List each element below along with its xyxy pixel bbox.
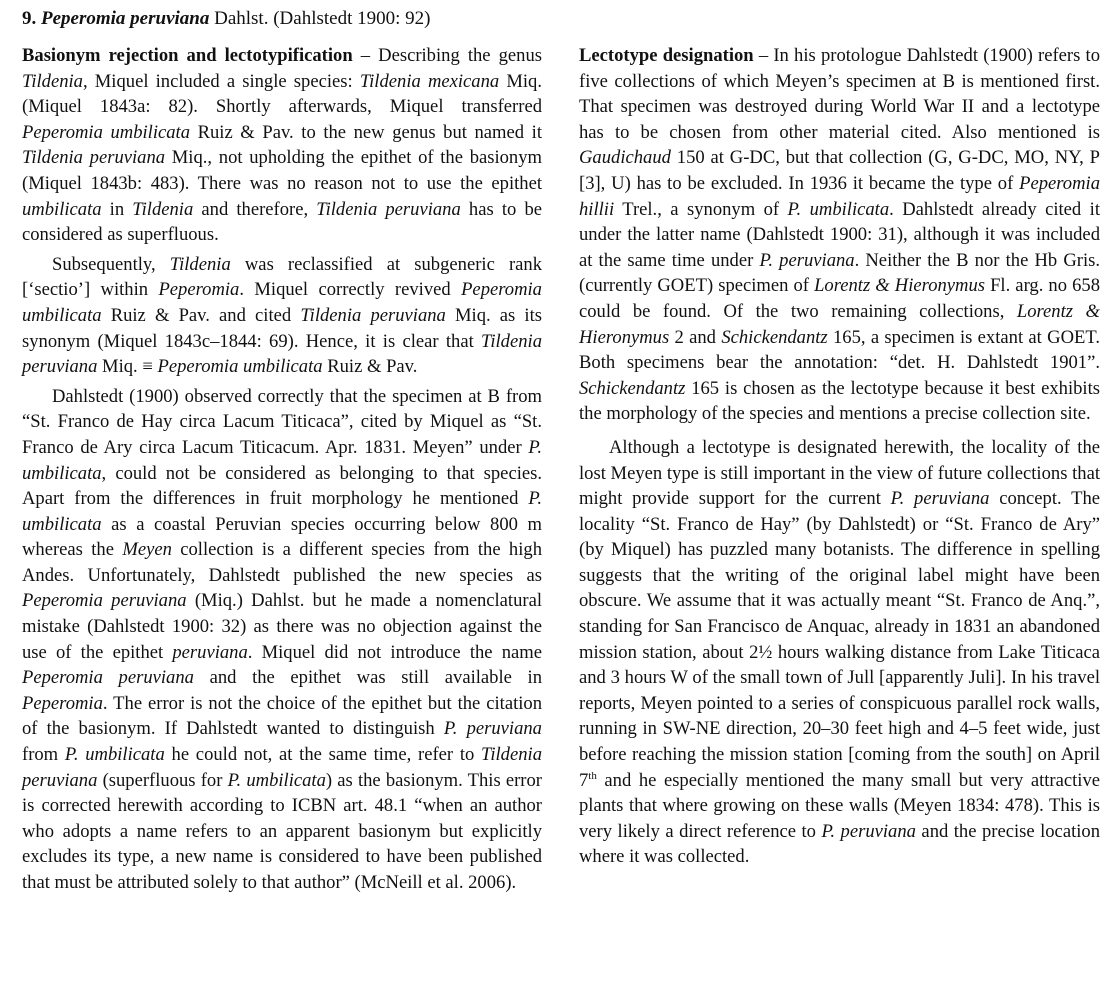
text-run: Trel., a synonym of bbox=[614, 198, 788, 220]
text-run: Fl. arg. no 658 could be found. Of the two remaining collections, bbox=[579, 275, 1100, 322]
italic-run: Tildenia peruviana bbox=[300, 304, 446, 326]
paragraph-lectotype-designation bbox=[579, 43, 1100, 427]
italic-run: Meyen bbox=[122, 539, 172, 561]
italic-run: peruviana bbox=[172, 641, 248, 663]
text-run: in bbox=[101, 198, 133, 220]
italic-run: P. peruviana bbox=[890, 488, 990, 510]
italic-run: Peperomia peruviana bbox=[22, 590, 187, 612]
text-run: – In his protologue Dahlstedt (1900) refers to five collections of which Meyen’s specimen at B is mentioned first. That specimen was destroyed during World War II and a lectotype has to be chosen from other material cited. Also mentioned is bbox=[579, 45, 1100, 143]
text-run: ) as the basionym. This error is corrected herewith according to ICBN art. 48.1 “when an author who adopts a name refers to an apparent basionym but explicitly excludes its type, a new name is considered to have been published that must be attributed solely to that author” (McNeill et al. 2006). bbox=[22, 769, 542, 893]
text-run: . Dahlstedt already cited it under the latter name (Dahlstedt 1900: 31), although it was included at the same time under bbox=[579, 198, 1100, 271]
italic-run: P. umbilicata bbox=[22, 488, 542, 535]
italic-run: Peperomia peruviana bbox=[22, 667, 194, 689]
text-run: Subsequently, bbox=[52, 253, 170, 275]
italic-run: Tildenia peruviana bbox=[22, 744, 542, 791]
paragraph-lead: Lectotype designation bbox=[579, 45, 754, 66]
italic-run: Schickendantz bbox=[721, 326, 828, 348]
text-run: and the precise location where it was collected. bbox=[579, 820, 1100, 868]
text-run: Ruiz & Pav. to the new genus but named it bbox=[190, 121, 542, 143]
italic-run: Gaudichaud bbox=[579, 147, 671, 169]
text-run: . Miquel correctly revived bbox=[239, 279, 462, 301]
italic-run: Tildenia peruviana bbox=[316, 198, 461, 220]
text-run: from bbox=[22, 744, 65, 766]
italic-run: Tildenia peruviana bbox=[22, 330, 542, 378]
text-run: Although a lectotype is designated herewith, the locality of the lost Meyen type is still important in the view of future collections that might provide support for the current bbox=[579, 436, 1100, 510]
section-heading bbox=[22, 6, 430, 32]
italic-run: P. umbilicata bbox=[787, 198, 890, 220]
italic-run: Tildenia bbox=[22, 70, 83, 92]
text-run: . Neither the B nor the Hb Gris. (currently GOET) specimen of bbox=[579, 249, 1100, 297]
italic-run: Schickendantz bbox=[579, 377, 686, 399]
text-run: concept. The locality “St. Franco de Hay” (by Dahlstedt) or “St. Franco de Ary” (by Miquel) has puzzled many botanists. The difference in spelling suggests that the writing of the original label might have been obscure. We assume that it was actually meant “St. Franco de Anq.”, standing for San Francisco de Anquac, already in 1831 an abandoned mission station, about 2½ hours walking distance from Lake Titicaca and 3 hours W of the small town of Jull [apparently Juli]. In his travel reports, Meyen pointed to a series of conspicuous parallel rock walls, running in SW-NE direction, 20–30 feet high and 4–5 feet wide, just before reaching the mission station [coming from the south] on April 7 bbox=[579, 488, 1100, 791]
text-run: as a coastal Peruvian species occurring below 800 m whereas the bbox=[22, 513, 542, 561]
text-run: Miq., not upholding the epithet of the basionym (Miquel 1843b: 483). There was no reason not to use the epithet bbox=[22, 147, 542, 194]
italic-run: P. umbilicata bbox=[227, 769, 326, 791]
italic-run: Lorentz & Hieronymus bbox=[579, 300, 1100, 348]
text-run: . The error is not the choice of the epithet but the citation of the basionym. If Dahlstedt wanted to distinguish bbox=[22, 692, 542, 740]
right-column bbox=[579, 43, 1100, 870]
text-run: (Miq.) Dahlst. but he made a nomenclatural mistake (Dahlstedt 1900: 32) as there was no objection against the use of the epithet bbox=[22, 590, 542, 663]
section-number: 9. bbox=[22, 8, 37, 29]
text-run: – Describing the genus bbox=[352, 45, 542, 66]
paragraph-dahlstedt-observation bbox=[22, 384, 542, 896]
italic-run: Tildenia mexicana bbox=[359, 70, 500, 92]
italic-run: Lorentz & Hieronymus bbox=[814, 275, 986, 297]
text-run: Ruiz & Pav. and cited bbox=[101, 304, 301, 326]
text-run: 150 at G-DC, but that collection (G, G-DC, MO, NY, P [3], U) has to be excluded. In 1936 it became the type of bbox=[579, 147, 1100, 194]
italic-run: Peperomia hillii bbox=[579, 172, 1100, 220]
text-run: Miq. as its synonym (Miquel 1843c–1844: 69). Hence, it is clear that bbox=[22, 304, 542, 352]
text-run: 165, a specimen is extant at GOET. Both specimens bear the annotation: “det. H. Dahlstedt 1901”. bbox=[579, 326, 1101, 374]
superscript-ordinal: th bbox=[588, 769, 597, 782]
text-run: was reclassified at subgeneric rank [‘sectio’] within bbox=[22, 253, 542, 301]
italic-run: Peperomia umbilicata bbox=[22, 279, 542, 326]
text-run: Miq. (Miquel 1843a: 82). Shortly afterwards, Miquel transferred bbox=[22, 70, 542, 118]
taxon-name: Peperomia peruviana bbox=[41, 8, 210, 29]
text-run: Miq. ≡ bbox=[97, 356, 158, 378]
italic-run: umbilicata bbox=[22, 198, 102, 220]
left-column bbox=[22, 43, 542, 896]
text-run: collection is a different species from the high Andes. Unfortunately, Dahlstedt published the new species as bbox=[22, 539, 542, 586]
text-run: , Miquel included a single species: bbox=[82, 70, 360, 92]
text-run: has to be considered as superfluous. bbox=[22, 198, 542, 246]
italic-run: P. umbilicata bbox=[22, 436, 542, 484]
italic-run: Tildenia peruviana bbox=[22, 147, 166, 169]
text-run: (superfluous for bbox=[97, 769, 228, 791]
text-run: and the epithet was still available in bbox=[193, 667, 542, 689]
text-run: 2 and bbox=[669, 326, 722, 348]
text-run: and he especially mentioned the many small but very attractive plants that where growing on these walls (Meyen 1834: 478). This is very likely a direct reference to bbox=[579, 769, 1100, 842]
text-run: . Miquel did not introduce the name bbox=[247, 641, 542, 663]
text-run: 165 is chosen as the lectotype because it best exhibits the morphology of the species and mentions a precise collection site. bbox=[579, 377, 1100, 425]
italic-run: Peperomia umbilicata bbox=[22, 121, 191, 143]
italic-run: P. umbilicata bbox=[64, 744, 165, 766]
paragraph-basionym-rejection bbox=[22, 43, 542, 248]
italic-run: P. peruviana bbox=[759, 249, 855, 271]
text-run: he could not, at the same time, refer to bbox=[164, 744, 482, 766]
text-run: , could not be considered as belonging to that species. Apart from the differences in fruit morphology he mentioned bbox=[22, 462, 542, 510]
paragraph-lead: Basionym rejection and lectotypification bbox=[22, 45, 353, 66]
italic-run: Tildenia bbox=[169, 253, 231, 275]
italic-run: Peperomia bbox=[22, 692, 103, 714]
paragraph-meyen-locality bbox=[579, 435, 1100, 870]
italic-run: Peperomia bbox=[158, 279, 240, 301]
italic-run: P. peruviana bbox=[821, 820, 916, 842]
italic-run: Peperomia umbilicata bbox=[157, 356, 323, 378]
italic-run: Tildenia bbox=[132, 198, 194, 220]
paragraph-subsequently bbox=[22, 252, 542, 380]
text-run: and therefore, bbox=[193, 198, 317, 220]
italic-run: P. peruviana bbox=[443, 718, 542, 740]
text-run: Dahlstedt (1900) observed correctly that the specimen at B from “St. Franco de Hay circa Lacum Titicaca”, cited by Miquel as “St. Franco de Ary circa Lacum Titicacum. Apr. 1831. Meyen” under bbox=[22, 385, 542, 458]
text-run: Ruiz & Pav. bbox=[322, 356, 418, 378]
taxon-author: Dahlst. (Dahlstedt 1900: 92) bbox=[214, 8, 431, 29]
